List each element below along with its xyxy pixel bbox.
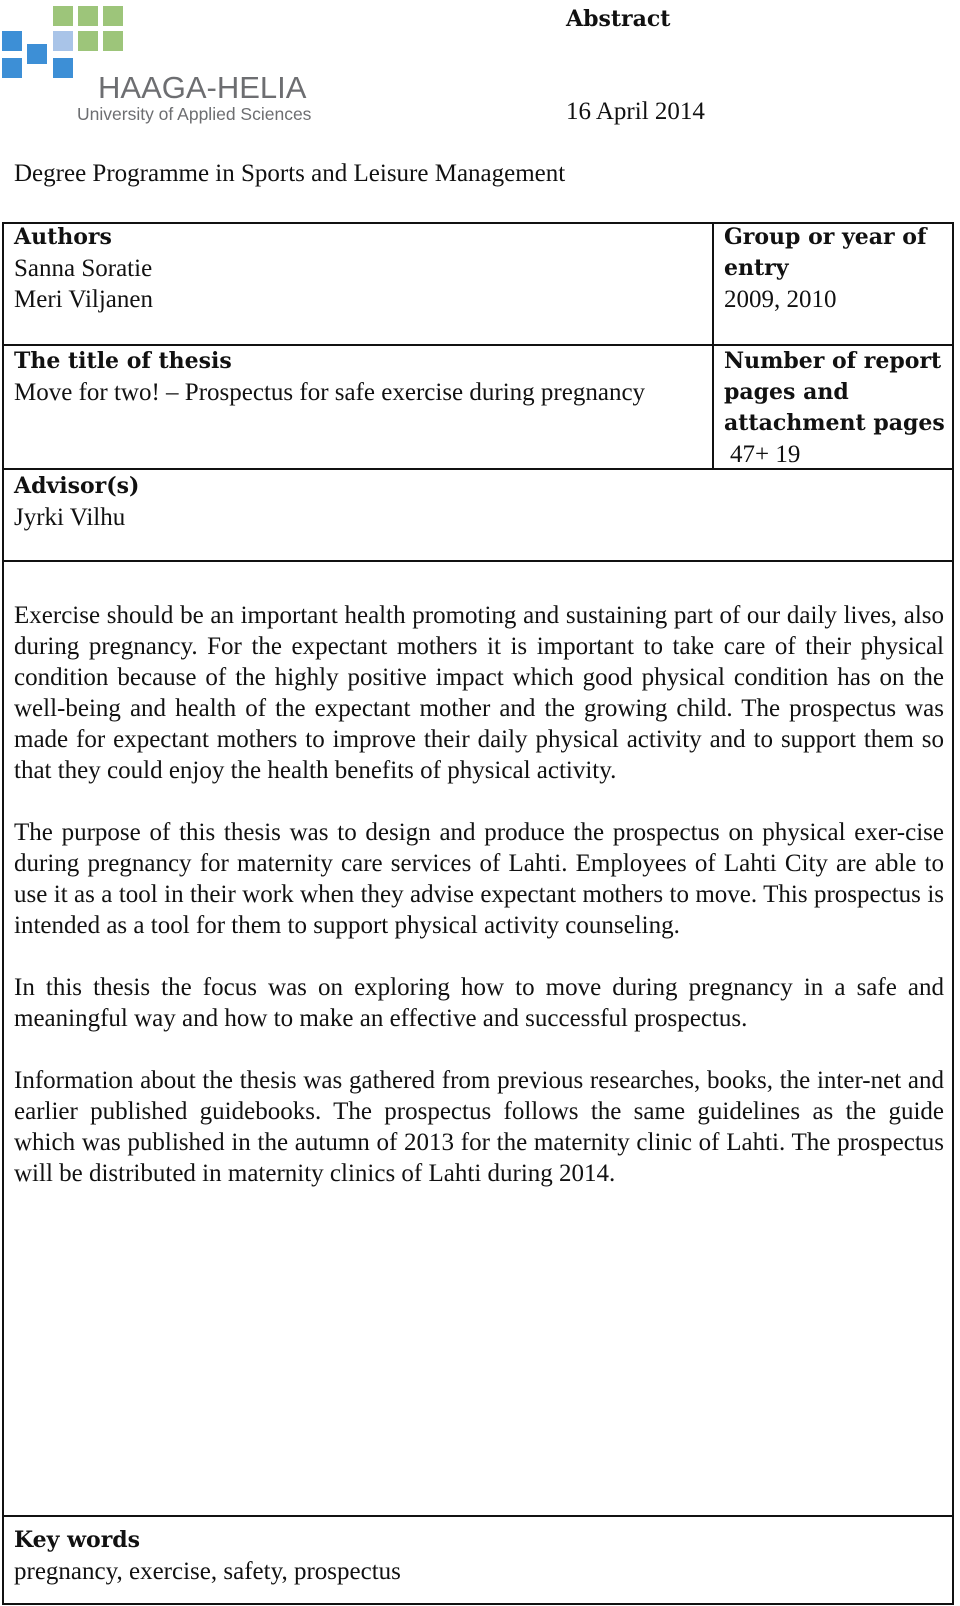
keywords-cell <box>14 1525 401 1587</box>
abstract-paragraph: Exercise should be an important health promoting and sustaining part of our daily lives, also during pregnancy. For the expectant mothers it is important to take care of their physical condition because of the highly positive impact which good physical condition has on the well-being and health of the expectant mother and the growing child. The prospectus was made for expectant mothers to improve their daily physical activity and to support them so that they could enjoy the health benefits of physical activity. <box>14 602 944 784</box>
group-cell <box>724 222 926 315</box>
logo-name: HAAGA-HELIA <box>98 70 307 105</box>
authors-cell <box>14 222 153 315</box>
pages-heading: pages and <box>724 379 849 405</box>
pages-cell <box>724 346 945 470</box>
authors-heading: Authors <box>14 224 112 250</box>
logo-square <box>78 31 98 51</box>
logo-square <box>103 6 123 26</box>
logo-square <box>53 58 73 78</box>
advisors-heading: Advisor(s) <box>14 473 140 499</box>
pages-heading: Number of report <box>724 348 942 374</box>
author-name: Sanna Soratie <box>14 255 153 282</box>
row-divider <box>2 560 954 562</box>
advisors-cell <box>14 471 139 533</box>
keywords-value: pregnancy, exercise, safety, prospectus <box>14 1558 401 1585</box>
thesis-title-value: Move for two! – Prospectus for safe exercise during pregnancy <box>14 379 646 406</box>
pages-value: 47+ 19 <box>730 441 801 468</box>
haaga-helia-logo <box>0 6 360 126</box>
abstract-body <box>14 600 944 1220</box>
group-value: 2009, 2010 <box>724 286 837 313</box>
logo-square <box>103 31 123 51</box>
advisors-value: Jyrki Vilhu <box>14 504 126 531</box>
group-heading: Group or year of <box>724 224 927 250</box>
column-divider <box>712 222 714 470</box>
logo-square <box>53 31 73 51</box>
group-heading: entry <box>724 255 789 281</box>
logo-square <box>78 6 98 26</box>
row-divider <box>2 1515 954 1517</box>
abstract-paragraph: The purpose of this thesis was to design and produce the prospectus on physical exer-cise during pregnancy for maternity care services of Lahti. Employees of Lahti City are able to use it as a tool in their work when they advise expectant mothers to move. This prospectus is intended as a tool for them to support physical activity counseling. <box>14 819 944 939</box>
logo-square <box>2 58 22 78</box>
logo-subtitle: University of Applied Sciences <box>77 104 312 124</box>
degree-programme: Degree Programme in Sports and Leisure Management <box>14 160 566 187</box>
author-name: Meri Viljanen <box>14 286 153 313</box>
logo-square <box>53 6 73 26</box>
logo-square <box>27 44 47 64</box>
abstract-paragraph: In this thesis the focus was on exploring how to move during pregnancy in a safe and meaningful way and how to make an effective and successful prospectus. <box>14 974 944 1032</box>
pages-heading: attachment pages <box>724 410 945 436</box>
document-type: Abstract <box>566 6 671 32</box>
logo-square <box>2 31 22 51</box>
keywords-heading: Key words <box>14 1527 141 1553</box>
document-date: 16 April 2014 <box>566 98 705 125</box>
thesis-title-heading: The title of thesis <box>14 348 232 374</box>
thesis-title-cell <box>14 346 645 408</box>
abstract-paragraph: Information about the thesis was gathered from previous researches, books, the inter-net and earlier published guidebooks. The prospectus follows the same guidelines as the guide which was published in the autumn of 2013 for the maternity clinic of Lahti. The prospectus will be distributed in maternity clinics of Lahti during 2014. <box>14 1067 944 1187</box>
